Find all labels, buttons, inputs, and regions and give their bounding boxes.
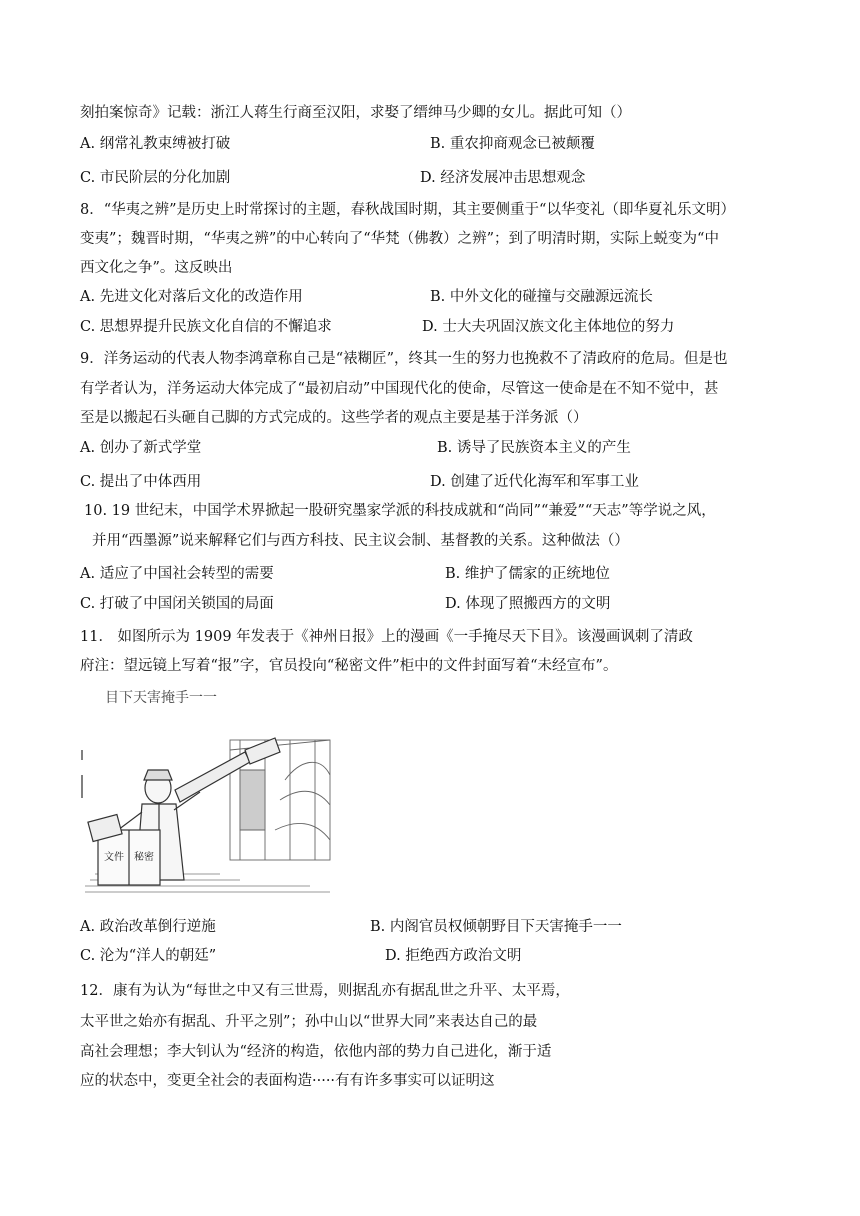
q9-stem-line-3: 至是以搬起石头砸自己脚的方式完成的。这些学者的观点主要是基于洋务派（）: [80, 410, 588, 426]
q7-option-b[interactable]: B. 重农抑商观念已被颠覆: [430, 136, 595, 152]
q9-stem-line-1: 9．洋务运动的代表人物李鸿章称自己是“裱糊匠”，终其一生的努力也挽救不了清政府的危局。但是也: [80, 351, 728, 367]
q10-stem-line-2: 并用“西墨源”说来解释它们与西方科技、民主议会制、基督教的关系。这种做法（）: [92, 533, 629, 549]
q11-option-d[interactable]: D. 拒绝西方政治文明: [385, 948, 522, 964]
q8-stem-line-1: 8．“华夷之辨”是历史上时常探讨的主题，春秋战国时期，其主要侧重于“以华变礼（即华夏礼乐文明）: [80, 202, 735, 218]
q10-option-c[interactable]: C. 打破了中国闭关锁国的局面: [80, 596, 274, 612]
q7-option-d[interactable]: D. 经济发展冲击思想观念: [420, 170, 586, 186]
cartoon-illustration: [80, 680, 340, 905]
q8-option-b[interactable]: B. 中外文化的碰撞与交融源远流长: [430, 289, 653, 305]
q8-stem-line-2: 变夷”；魏晋时期，“华夷之辨”的中心转向了“华梵（佛教）之辨”；到了明清时期，实际上蜕变为“中: [80, 231, 719, 247]
q8-option-c[interactable]: C. 思想界提升民族文化自信的不懈追求: [80, 319, 332, 335]
q12-stem-line-4: 应的状态中，变更全社会的表面构造·····有有许多事实可以证明这: [80, 1073, 495, 1089]
cabinet-label-left: 文件: [104, 852, 124, 863]
q8-option-d[interactable]: D. 士大夫巩固汉族文化主体地位的努力: [422, 319, 675, 335]
q9-option-d[interactable]: D. 创建了近代化海军和军事工业: [430, 474, 639, 490]
q9-option-b[interactable]: B. 诱导了民族资本主义的产生: [437, 440, 631, 456]
q11-option-c[interactable]: C. 沦为“洋人的朝廷”: [80, 948, 217, 964]
q10-stem-line-1: 10. 19 世纪末，中国学术界掀起一股研究墨家学派的科技成就和“尚同”“兼爱”“天志”等学说之风，: [84, 503, 716, 519]
cartoon-figure: [80, 680, 340, 905]
q9-stem-line-2: 有学者认为，洋务运动大体完成了“最初启动”中国现代化的使命，尽管这一使命是在不知不觉中，甚: [80, 381, 719, 397]
q12-stem-line-3: 高社会理想；李大钊认为“经济的构造，依他内部的势力自己进化，渐于适: [80, 1044, 552, 1060]
q11-stem-line-1: 11． 如图所示为 1909 年发表于《神州日报》上的漫画《一手掩尽天下目》。该漫画讽刺了清政: [80, 629, 693, 645]
q10-option-b[interactable]: B. 维护了儒家的正统地位: [445, 566, 610, 582]
q8-stem-line-3: 西文化之争”。这反映出: [80, 260, 233, 276]
q9-option-c[interactable]: C. 提出了中体西用: [80, 474, 202, 490]
q7-option-a[interactable]: A. 纲常礼教束缚被打破: [80, 136, 231, 152]
q11-option-a[interactable]: A. 政治改革倒行逆施: [80, 919, 216, 935]
cartoon-caption: 目下天害掩手一一: [105, 690, 217, 706]
q10-option-d[interactable]: D. 体现了照搬西方的文明: [445, 596, 611, 612]
q8-option-a[interactable]: A. 先进文化对落后文化的改造作用: [80, 289, 303, 305]
q11-stem-line-2: 府注：望远镜上写着“报”字，官员投向“秘密文件”柜中的文件封面写着“未经宣布”。: [80, 658, 618, 674]
cabinet-label-right: 秘密: [134, 852, 154, 863]
q7-stem-tail: 刻拍案惊奇》记载：浙江人蒋生行商至汉阳，求娶了缙绅马少卿的女儿。据此可知（）: [80, 105, 631, 121]
q12-stem-line-2: 太平世之始亦有据乱、升平之别”；孙中山以“世界大同”来表达自己的最: [80, 1014, 538, 1030]
q9-option-a[interactable]: A. 创办了新式学堂: [80, 440, 202, 456]
q10-option-a[interactable]: A. 适应了中国社会转型的需要: [80, 566, 274, 582]
q7-option-c[interactable]: C. 市民阶层的分化加剧: [80, 170, 231, 186]
q11-option-b[interactable]: B. 内阁官员权倾朝野目下天害掩手一一: [370, 919, 622, 935]
q12-stem-line-1: 12．康有为认为“每世之中又有三世焉，则据乱亦有据乱世之升平、太平焉，: [80, 983, 570, 999]
